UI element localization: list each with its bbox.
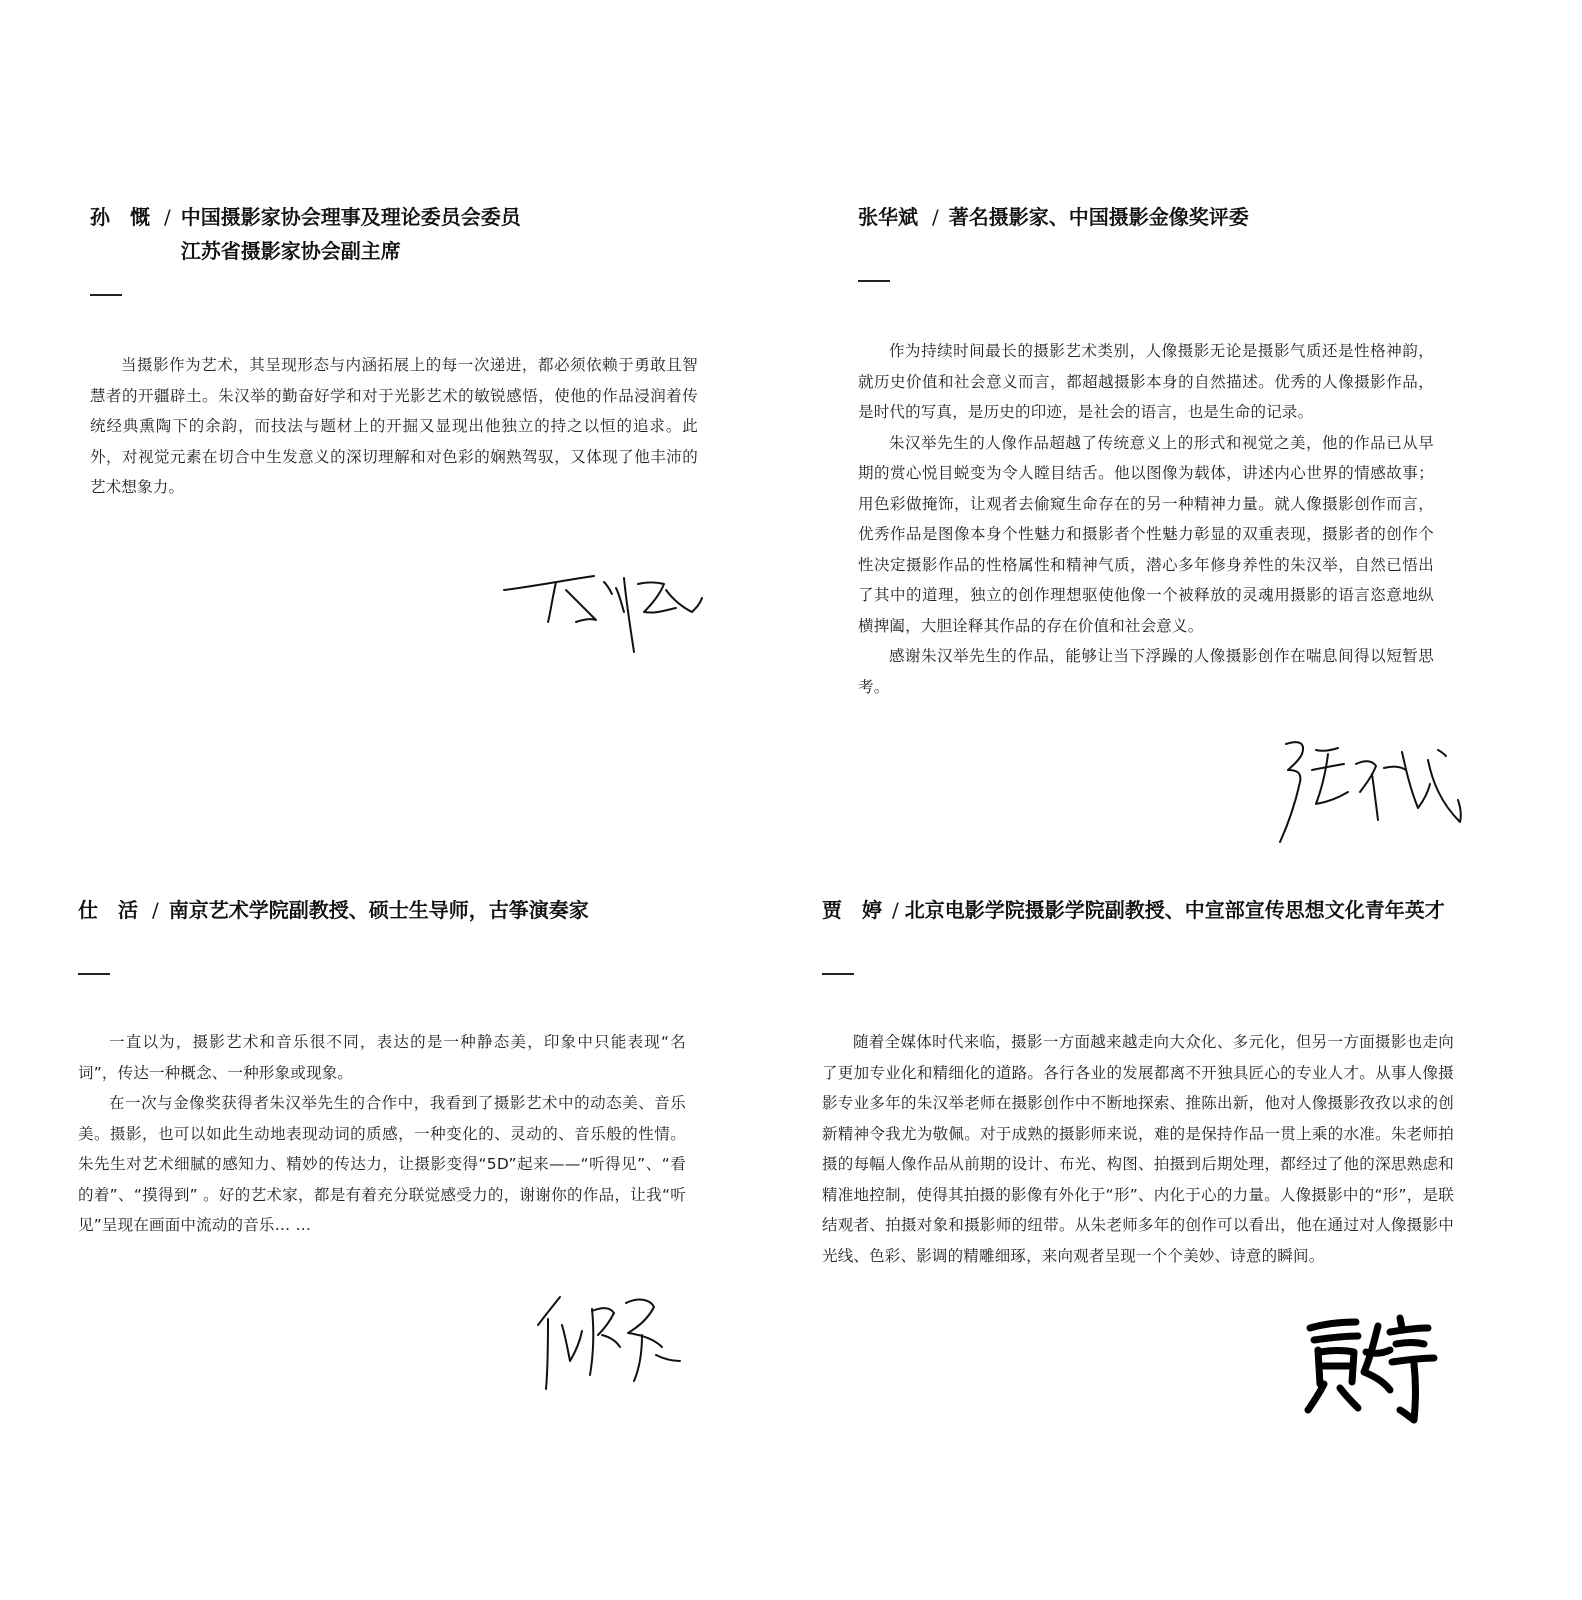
commentary-zhang-huabin	[858, 200, 1434, 702]
author-heading	[78, 893, 686, 927]
separator: /	[164, 205, 171, 229]
author-title: 北京电影学院摄影学院副教授、中宣部宣传思想文化青年英才	[904, 898, 1445, 922]
author-titles	[905, 893, 1445, 927]
commentary-body	[78, 1027, 686, 1241]
author-heading	[822, 893, 1454, 927]
paragraph: 作为持续时间最长的摄影艺术类别，人像摄影无论是摄影气质还是性格神韵，就历史价值和社会意义而言，都超越摄影本身的自然描述。优秀的人像摄影作品，是时代的写真，是历史的印迹，是社会的语言，也是生命的记录。	[858, 342, 1434, 421]
commentary-jia-ting	[822, 893, 1454, 1271]
signature-jia-ting	[1304, 1312, 1444, 1432]
paragraph: 朱汉举先生的人像作品超越了传统意义上的形式和视觉之美，他的作品已从早期的赏心悦目蜕变为令人瞠目结舌。他以图像为载体，讲述内心世界的情感故事；用色彩做掩饰，让观者去偷窥生命存在的另一种精神力量。就人像摄影创作而言，优秀作品是图像本身个性魅力和摄影者个性魅力彰显的双重表现，摄影者的创作个性决定摄影作品的性格属性和精神气质，潜心多年修身养性的朱汉举，自然已悟出了其中的道理，独立的创作理想驱使他像一个被释放的灵魂用摄影的语言恣意地纵横捭阖，大胆诠释其作品的存在价值和社会意义。	[858, 433, 1434, 635]
commentary-shi-huo	[78, 893, 686, 1241]
author-title: 南京艺术学院副教授、硕士生导师，古筝演奏家	[168, 898, 589, 922]
paragraph: 一直以为，摄影艺术和音乐很不同，表达的是一种静态美，印象中只能表现“名词”，传达一种概念、一种形象或现象。	[78, 1033, 686, 1082]
author-name: 贾 婷	[822, 898, 882, 922]
paragraph: 随着全媒体时代来临，摄影一方面越来越走向大众化、多元化，但另一方面摄影也走向了更加专业化和精细化的道路。各行各业的发展都离不开独具匠心的专业人才。从事人像摄影专业多年的朱汉举老师在摄影创作中不断地探索、推陈出新，他对人像摄影孜孜以求的创新精神令我尤为敬佩。对于成熟的摄影师来说，难的是保持作品一贯上乘的水准。朱老师拍摄的每幅人像作品从前期的设计、布光、构图、拍摄到后期处理，都经过了他的深思熟虑和精准地控制，使得其拍摄的影像有外化于“形”、内化于心的力量。人像摄影中的“形”，是联结观者、拍摄对象和摄影师的纽带。从朱老师多年的创作可以看出，他在通过对人像摄影中光线、色彩、影调的精雕细琢，来向观者呈现一个个美妙、诗意的瞬间。	[822, 1033, 1454, 1265]
author-titles	[949, 200, 1249, 234]
divider	[858, 280, 890, 282]
signature-sun-kai	[496, 560, 708, 660]
signature-zhang-huabin	[1272, 730, 1472, 850]
paragraph: 感谢朱汉举先生的作品，能够让当下浮躁的人像摄影创作在喘息间得以短暂思考。	[858, 647, 1434, 696]
separator: /	[932, 205, 939, 229]
author-heading	[858, 200, 1434, 234]
author-name: 孙 慨	[90, 205, 150, 229]
paragraph: 在一次与金像奖获得者朱汉举先生的合作中，我看到了摄影艺术中的动态美、音乐美。摄影，也可以如此生动地表现动词的质感，一种变化的、灵动的、音乐般的性情。 朱先生对艺术细腻的感知力、精妙的传达力，让摄影变得“5D”起来——“听得见”、“看的着”、“摸得到” 。好的艺术家，都是有着充分联觉感受力的，谢谢你的作品，让我“听见”呈现在画面中流动的音乐… …	[78, 1094, 686, 1234]
signature-shi-huo	[530, 1285, 690, 1395]
commentary-body	[858, 336, 1434, 702]
author-titles	[181, 200, 521, 268]
author-heading	[90, 200, 698, 268]
divider	[822, 973, 854, 975]
author-title: 江苏省摄影家协会副主席	[180, 239, 401, 263]
commentary-sun-kai	[90, 200, 698, 503]
author-title: 中国摄影家协会理事及理论委员会委员	[180, 205, 521, 229]
separator: /	[152, 898, 159, 922]
separator: /	[892, 898, 899, 922]
commentary-body	[90, 350, 698, 503]
divider	[90, 294, 122, 296]
author-name: 张华斌	[858, 205, 918, 229]
commentary-body	[822, 1027, 1454, 1271]
divider	[78, 973, 110, 975]
author-titles	[169, 893, 589, 927]
author-title: 著名摄影家、中国摄影金像奖评委	[948, 205, 1249, 229]
author-name: 仕 活	[78, 898, 138, 922]
paragraph: 当摄影作为艺术，其呈现形态与内涵拓展上的每一次递进，都必须依赖于勇敢且智慧者的开疆辟土。朱汉举的勤奋好学和对于光影艺术的敏锐感悟，使他的作品浸润着传统经典熏陶下的余韵，而技法与题材上的开掘又显现出他独立的持之以恒的追求。此外，对视觉元素在切合中生发意义的深切理解和对色彩的娴熟驾驭，又体现了他丰沛的艺术想象力。	[90, 356, 698, 496]
